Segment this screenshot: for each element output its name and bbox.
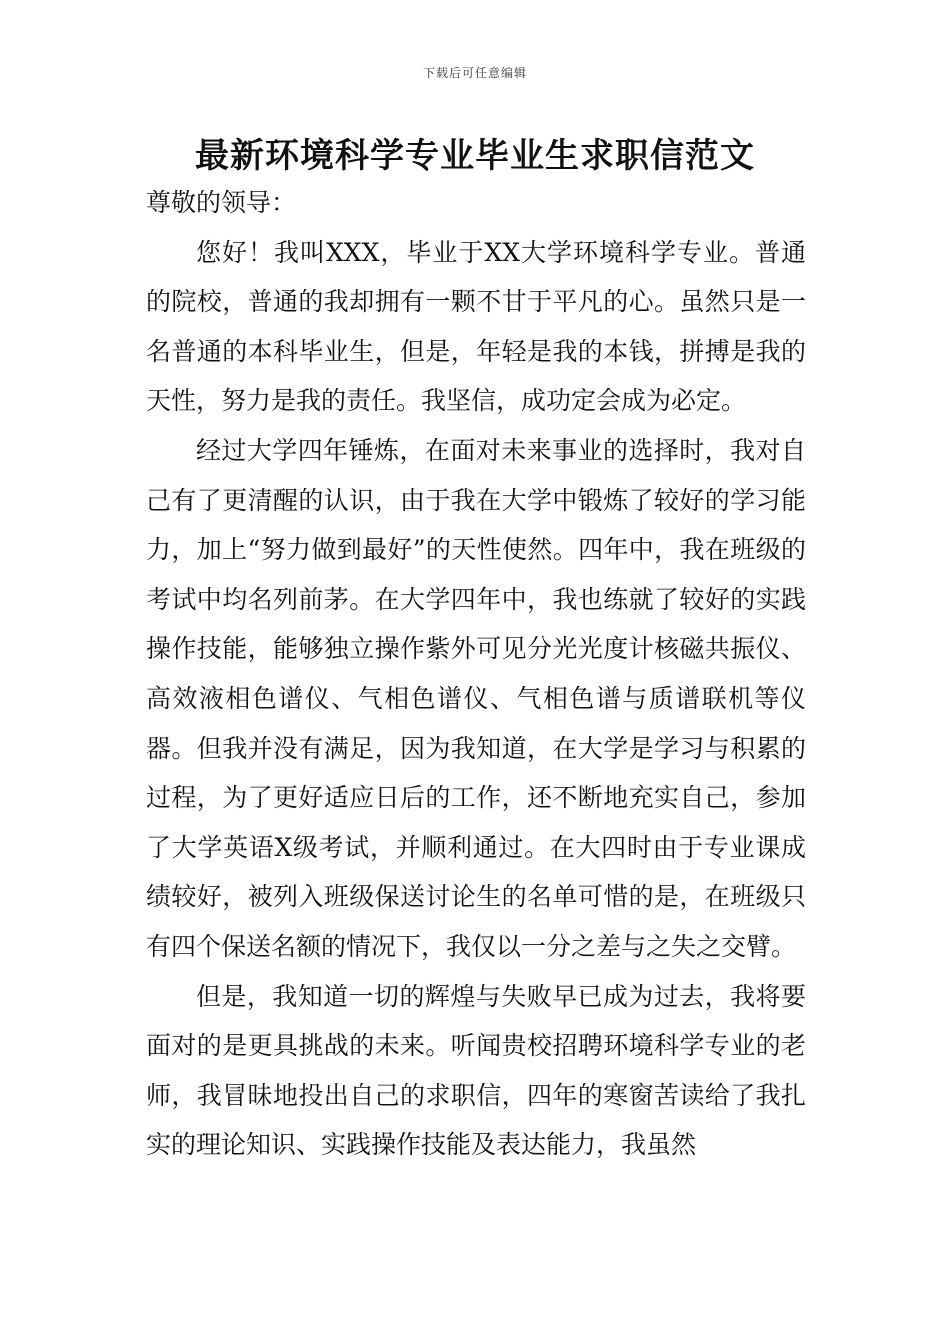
header-note: 下载后可任意编辑	[422, 66, 527, 80]
document-title: 最新环境科学专业毕业生求职信范文	[195, 136, 755, 176]
salutation: 尊敬的领导：	[146, 188, 297, 217]
paragraph-3: 但是，我知道一切的辉煌与失败早已成为过去，我将要面对的是更具挑战的未来。听闻贵校招聘环境科学专业的老师，我冒昧地投出自己的求职信，四年的寒窗苦读给了我扎实的理论知识、实践操作技能及表达能力，我虽然	[146, 981, 806, 1160]
paragraph-2: 经过大学四年锤炼，在面对未来事业的选择时，我对自己有了更清醒的认识，由于我在大学中锻炼了较好的学习能力，加上“努力做到最好”的天性使然。四年中，我在班级的考试中均名列前茅。在大学四年中，我也练就了较好的实践操作技能，能够独立操作紫外可见分光光度计核磁共振仪、高效液相色谱仪、气相色谱仪、气相色谱与质谱联机等仪器。但我并没有满足，因为我知道，在大学是学习与积累的过程，为了更好适应日后的工作，还不断地充实自己，参加了大学英语X级考试，并顺利通过。在大四时由于专业课成绩较好，被列入班级保送讨论生的名单可惜的是，在班级只有四个保送名额的情况下，我仅以一分之差与之失之交臂。	[146, 435, 806, 961]
paragraph-1: 您好！我叫XXX，毕业于XX大学环境科学专业。普通的院校，普通的我却拥有一颗不甘于平凡的心。虽然只是一名普通的本科毕业生，但是，年轻是我的本钱，拼搏是我的天性，努力是我的责任。我坚信，成功定会成为必定。	[146, 237, 806, 416]
letter-body	[146, 178, 806, 1170]
